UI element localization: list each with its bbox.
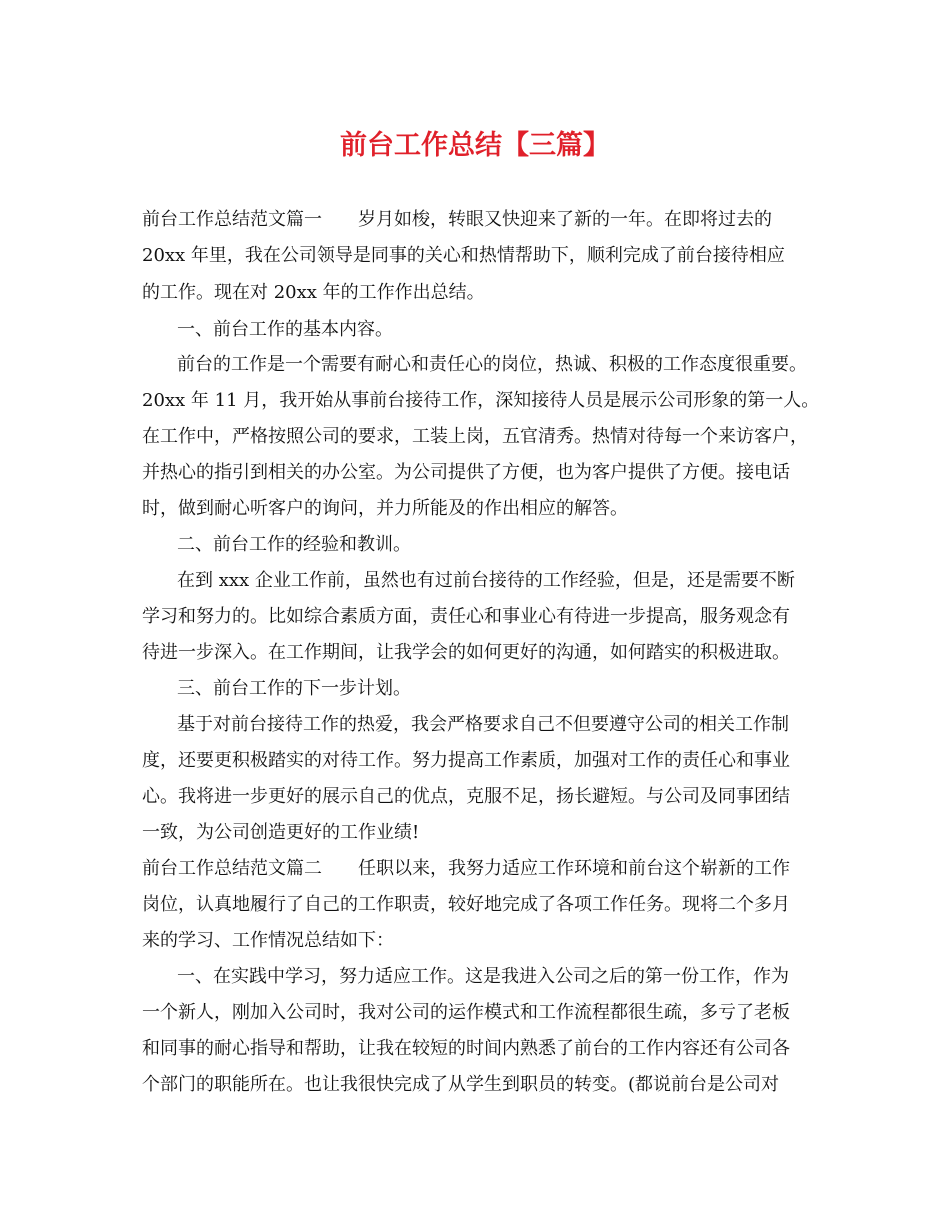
text-line: 时，做到耐心听客户的询问，并力所能及的作出相应的解答。: [142, 498, 628, 519]
text-line: 前台工作总结范文篇二 任职以来，我努力适应工作环境和前台这个崭新的工作: [142, 858, 790, 879]
text-line: 心。我将进一步更好的展示自己的优点，克服不足，扬长避短。与公司及同事团结: [142, 786, 790, 807]
text-line: 度，还要更积极踏实的对待工作。努力提高工作素质，加强对工作的责任心和事业: [142, 750, 790, 771]
text-line: 在到 xxx 企业工作前，虽然也有过前台接待的工作经验，但是，还是需要不断: [177, 570, 795, 591]
text-line: 前台的工作是一个需要有耐心和责任心的岗位，热诚、积极的工作态度很重要。: [177, 354, 807, 375]
text-line: 一致，为公司创造更好的工作业绩!: [142, 822, 420, 843]
text-line: 学习和努力的。比如综合素质方面，责任心和事业心有待进一步提高，服务观念有: [142, 606, 790, 627]
text-line: 20xx 年 11 月，我开始从事前台接待工作，深知接待人员是展示公司形象的第一人。: [142, 390, 820, 411]
text-line: 前台工作总结范文篇一 岁月如梭，转眼又快迎来了新的一年。在即将过去的: [142, 209, 772, 230]
text-line: 20xx 年里，我在公司领导是同事的关心和热情帮助下，顺利完成了前台接待相应: [142, 245, 785, 266]
text-line: 一、在实践中学习，努力适应工作。这是我进入公司之后的第一份工作，作为: [177, 966, 789, 987]
section-heading: 三、前台工作的下一步计划。: [177, 678, 411, 699]
section-heading: 二、前台工作的经验和教训。: [177, 534, 411, 555]
text-line: 一个新人，刚加入公司时，我对公司的运作模式和工作流程都很生疏，多亏了老板: [142, 1002, 790, 1023]
text-line: 基于对前台接待工作的热爱，我会严格要求自己不但要遵守公司的相关工作制: [177, 714, 789, 735]
text-line: 来的学习、工作情况总结如下：: [142, 930, 394, 951]
text-line: 并热心的指引到相关的办公室。为公司提供了方便，也为客户提供了方便。接电话: [142, 462, 790, 483]
text-line: 的工作。现在对 20xx 年的工作作出总结。: [142, 282, 485, 303]
text-line: 岗位，认真地履行了自己的工作职责，较好地完成了各项工作任务。现将二个多月: [142, 894, 790, 915]
text-line: 待进一步深入。在工作期间，让我学会的如何更好的沟通，如何踏实的积极进取。: [142, 642, 790, 663]
document-title: 前台工作总结【三篇】: [340, 130, 610, 161]
text-line: 在工作中，严格按照公司的要求，工装上岗，五官清秀。热情对待每一个来访客户，: [142, 426, 808, 447]
text-line: 和同事的耐心指导和帮助，让我在较短的时间内熟悉了前台的工作内容还有公司各: [142, 1038, 790, 1059]
text-line: 个部门的职能所在。也让我很快完成了从学生到职员的转变。(都说前台是公司对: [142, 1074, 780, 1095]
section-heading: 一、前台工作的基本内容。: [177, 319, 393, 340]
